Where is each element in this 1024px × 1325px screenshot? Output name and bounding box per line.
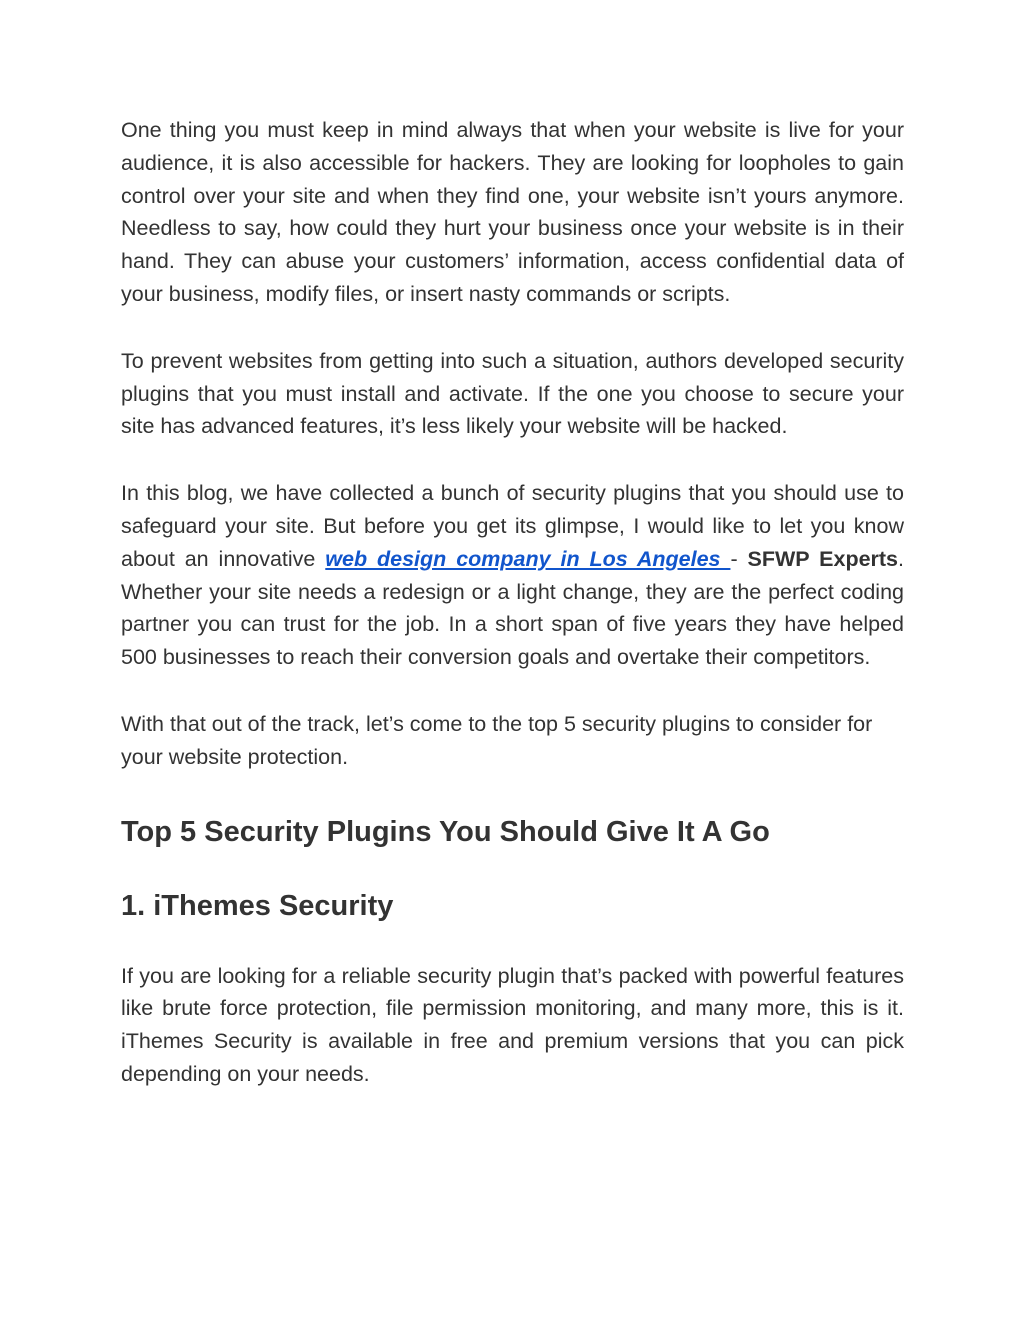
prevention-paragraph: To prevent websites from getting into such a situation, authors developed security plugins that you must install and activate. If the one you choose to secure your site has advanced features, it’s less likely your website will be hacked. xyxy=(121,348,904,439)
company-paragraph xyxy=(121,477,904,674)
company-paragraph-rest: . Whether your site needs a redesign or a light change, they are the perfect coding partner you can trust for the job. In a short span of five years they have helped 500 businesses to reach their conversion goals and overtake their competitors. xyxy=(121,546,905,670)
company-paragraph-intro: In this blog, we have collected a bunch of security plugins that you should use to safeguard your site. But before you get its glimpse, I would like to let you know about an innovative xyxy=(121,481,904,571)
intro-paragraph: One thing you must keep in mind always that when your website is live for your audience, it is also accessible for hackers. They are looking for loopholes to gain control over your site and when they find one, your website isn’t yours anymore. Needless to say, how could they hurt your business once your website is in their hand. They can abuse your customers’ information, access confidential data of your business, modify files, or insert nasty commands or scripts. xyxy=(121,118,904,306)
transition-paragraph: With that out of the track, let’s come to the top 5 security plugins to consider for your website protection. xyxy=(121,711,873,769)
company-name: SFWP Experts xyxy=(747,546,899,571)
web-design-company-link[interactable]: web design company in Los Angeles xyxy=(325,546,731,571)
link-separator: - xyxy=(730,546,748,571)
plugin-heading-ithemes: 1. iThemes Security xyxy=(121,889,394,922)
ithemes-paragraph: If you are looking for a reliable security plugin that’s packed with powerful features like brute force protection, file permission monitoring, and many more, this is it. iThemes Security is available in free and premium versions that you can pick depending on your needs. xyxy=(121,963,904,1086)
document-page xyxy=(121,114,904,1091)
section-heading: Top 5 Security Plugins You Should Give It A Go xyxy=(121,815,770,848)
